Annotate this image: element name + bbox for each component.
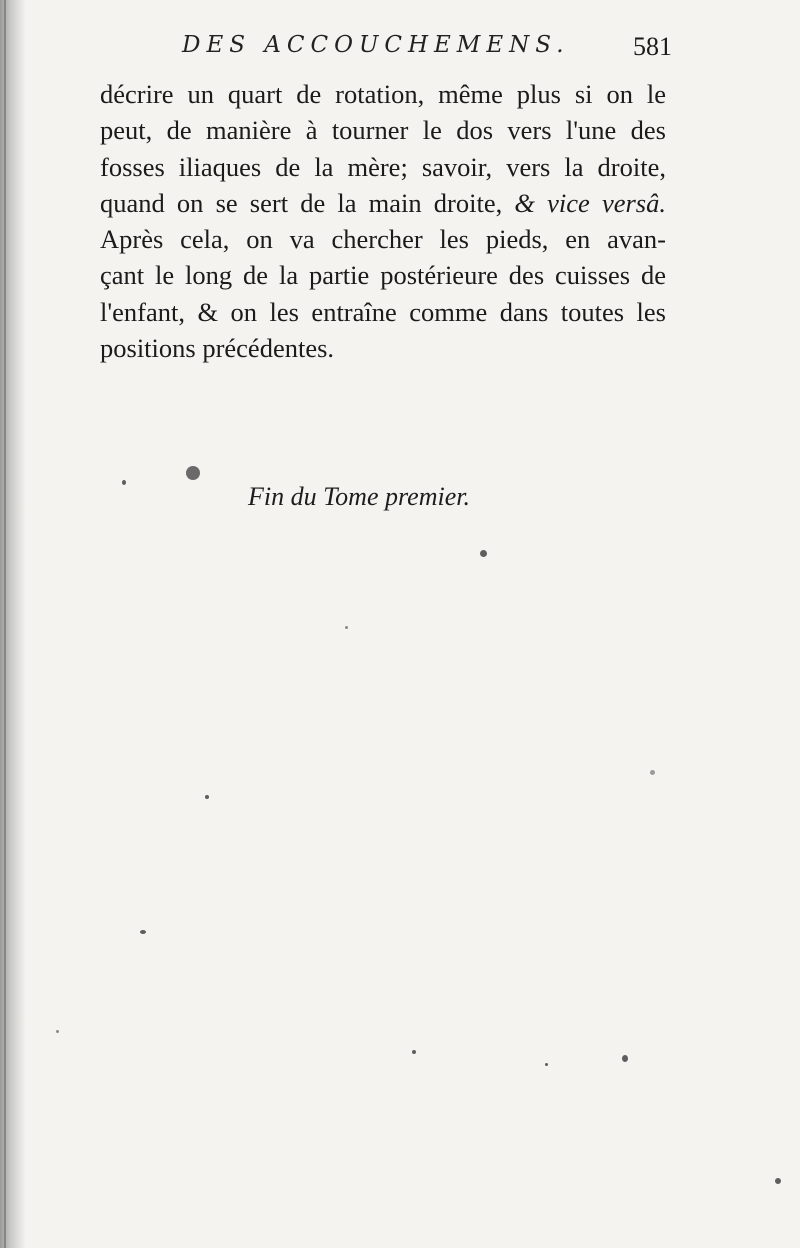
paper-speck (545, 1063, 548, 1066)
paper-speck (412, 1050, 416, 1054)
text-line-3: fosses iliaques de la mère; savoir, vers la droite, (100, 151, 666, 182)
binding-edge (4, 0, 6, 1248)
paper-speck (56, 1030, 59, 1033)
text-line-6: çant le long de la partie postérieure des cuisses de (100, 260, 666, 291)
colophon: Fin du Tome premier. (248, 482, 470, 511)
paper-speck (122, 480, 126, 485)
paper-speck (186, 466, 200, 480)
text-line-8: positions précédentes. (100, 333, 335, 364)
text-line-4-italic: & vice versâ. (514, 187, 666, 218)
text-line-2: peut, de manière à tourner le dos vers l'une des (100, 115, 666, 146)
running-title: DES ACCOUCHEMENS. (182, 32, 570, 58)
text-line-5: Après cela, on va chercher les pieds, en avan- (100, 224, 666, 255)
paper-speck (775, 1178, 781, 1184)
paper-speck (480, 550, 487, 557)
page-number: 581 (633, 32, 672, 61)
paper-speck (205, 795, 209, 799)
page-header (182, 32, 672, 68)
text-line-1: décrire un quart de rotation, même plus si on le (100, 79, 666, 109)
text-line-4 (100, 185, 666, 221)
paper-speck (622, 1055, 628, 1062)
paper-speck (140, 930, 146, 934)
body-paragraph (100, 76, 666, 366)
paper-speck (345, 626, 348, 629)
text-line-7: l'enfant, & on les entraîne comme dans toutes les (100, 296, 666, 327)
paper-speck (650, 770, 655, 775)
text-line-4-roman: quand on se sert de la main droite, (100, 187, 515, 218)
